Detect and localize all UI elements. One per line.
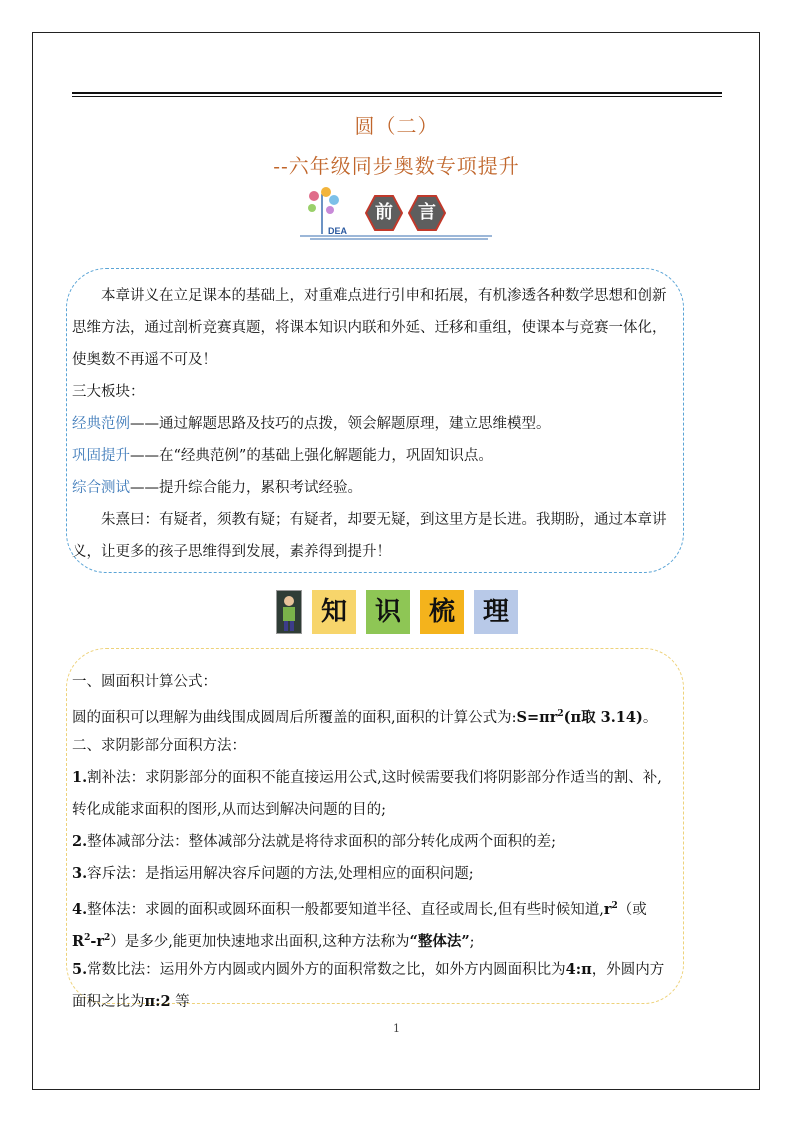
method-4-text: 整体法：求圆的面积或圆环面积一般都要知道半径、直径或周长,但有些时候知道, [87, 901, 604, 918]
banner-char-2: 言 [418, 202, 436, 223]
area-formula-sup: 2 [557, 709, 564, 719]
section-classic-desc: ——通过解题思路及技巧的点拨，领会解题原理，建立思维模型。 [130, 416, 551, 432]
area-formula-text: 圆的面积可以理解为曲线围成圆周后所覆盖的面积,面积的计算公式为: [72, 709, 517, 726]
knowledge-line-1: 一、圆面积计算公式： [72, 674, 217, 690]
area-formula-b: (π取 3.14) [563, 708, 643, 726]
header-rule-thin [72, 96, 722, 97]
method-4-cont-text: ）是多少,能更加快速地求出面积,这种方法称为 [110, 933, 410, 950]
section-test [72, 472, 722, 504]
sections-title: 三大板块： [72, 384, 145, 400]
method-5-cont [72, 986, 722, 1018]
page-number: 1 [393, 1022, 400, 1035]
tile-shu: 梳 [420, 590, 464, 634]
method-4-sup: 2 [611, 901, 618, 911]
banner-hex-2 [408, 194, 446, 232]
method-4 [72, 890, 722, 926]
svg-text:DEA: DEA [328, 226, 348, 236]
method-2 [72, 826, 722, 858]
method-4-R: R [72, 932, 85, 950]
section-consolidate-desc: ——在“经典范例”的基础上强化解题能力，巩固知识点。 [130, 448, 493, 464]
knowledge-line-2 [72, 698, 722, 734]
method-4-quote: “整体法” [409, 932, 470, 950]
tile-zhi: 知 [312, 590, 356, 634]
preface-banner [300, 186, 495, 242]
method-5-text2: ，外圆内方 [591, 962, 665, 978]
method-1-cont: 转化成能求面积的图形,从而达到解决问题的目的; [72, 802, 386, 818]
method-4-end: ; [469, 933, 475, 950]
method-3-num: 3. [72, 865, 88, 882]
teacher-avatar [276, 590, 302, 634]
method-5-ratio2: π:2 [144, 993, 171, 1010]
method-4-r: r [603, 900, 612, 918]
area-formula-a: S=πr [516, 708, 558, 726]
tile-li: 理 [474, 590, 518, 634]
section-test-name: 综合测试 [72, 480, 130, 496]
banner-hex-1 [365, 194, 403, 232]
method-1 [72, 762, 722, 794]
page-subtitle: --六年级同步奥数专项提升 [273, 154, 520, 178]
banner-char-1: 前 [375, 202, 393, 223]
method-4-sup3: 2 [104, 933, 111, 943]
method-4-cont [72, 922, 722, 958]
method-1-text: 割补法：求阴影部分的面积不能直接运用公式,这时候需要我们将阴影部分作适当的割、补, [87, 770, 662, 786]
tile-shi: 识 [366, 590, 410, 634]
page-title: 圆（二） [354, 114, 439, 138]
section-test-desc: ——提升综合能力，累积考试经验。 [130, 480, 362, 496]
method-4-paren: （或 [617, 901, 647, 918]
method-4-sup2: 2 [84, 933, 91, 943]
method-5-text: 常数比法：运用外方内圆或内圆外方的面积常数之比，如外方内圆面积比为 [87, 962, 566, 978]
preface-line-3: 使奥数不再遥不可及！ [72, 352, 217, 368]
section-classic [72, 408, 722, 440]
preface-line-1: 本章讲义在立足课本的基础上，对重难点进行引申和拓展，有机渗透各种数学思想和创新 [101, 288, 667, 304]
section-consolidate [72, 440, 722, 472]
method-2-text: 整体减部分法：整体减部分法就是将待求面积的部分转化成两个面积的差; [87, 834, 557, 850]
method-5-ratio1: 4:π [565, 961, 592, 978]
section-classic-name: 经典范例 [72, 416, 130, 432]
method-5-num: 5. [72, 961, 88, 978]
method-3-text: 容斥法：是指运用解决容斥问题的方法,处理相应的面积问题; [87, 866, 474, 882]
method-4-minus: -r [90, 932, 104, 950]
knowledge-line-3: 二、求阴影部分面积方法： [72, 738, 246, 754]
area-formula-end: 。 [642, 709, 658, 726]
method-5-end: 等 [170, 994, 190, 1010]
header-rule-thick [72, 92, 722, 94]
method-4-num: 4. [72, 900, 88, 918]
closing-line-1: 朱熹曰：有疑者，须教有疑；有疑者，却要无疑，到这里方是长进。我期盼，通过本章讲 [101, 512, 667, 528]
method-1-num: 1. [72, 769, 88, 786]
method-5-cont-text: 面积之比为 [72, 994, 145, 1010]
method-2-num: 2. [72, 833, 88, 850]
closing-line-2: 义，让更多的孩子思维得到发展，素养得到提升！ [72, 544, 391, 560]
preface-line-2: 思维方法，通过剖析竞赛真题，将课本知识内联和外延、迁移和重组，使课本与竞赛一体化， [72, 320, 667, 336]
method-3 [72, 858, 722, 890]
method-5 [72, 954, 722, 986]
section-consolidate-name: 巩固提升 [72, 448, 130, 464]
